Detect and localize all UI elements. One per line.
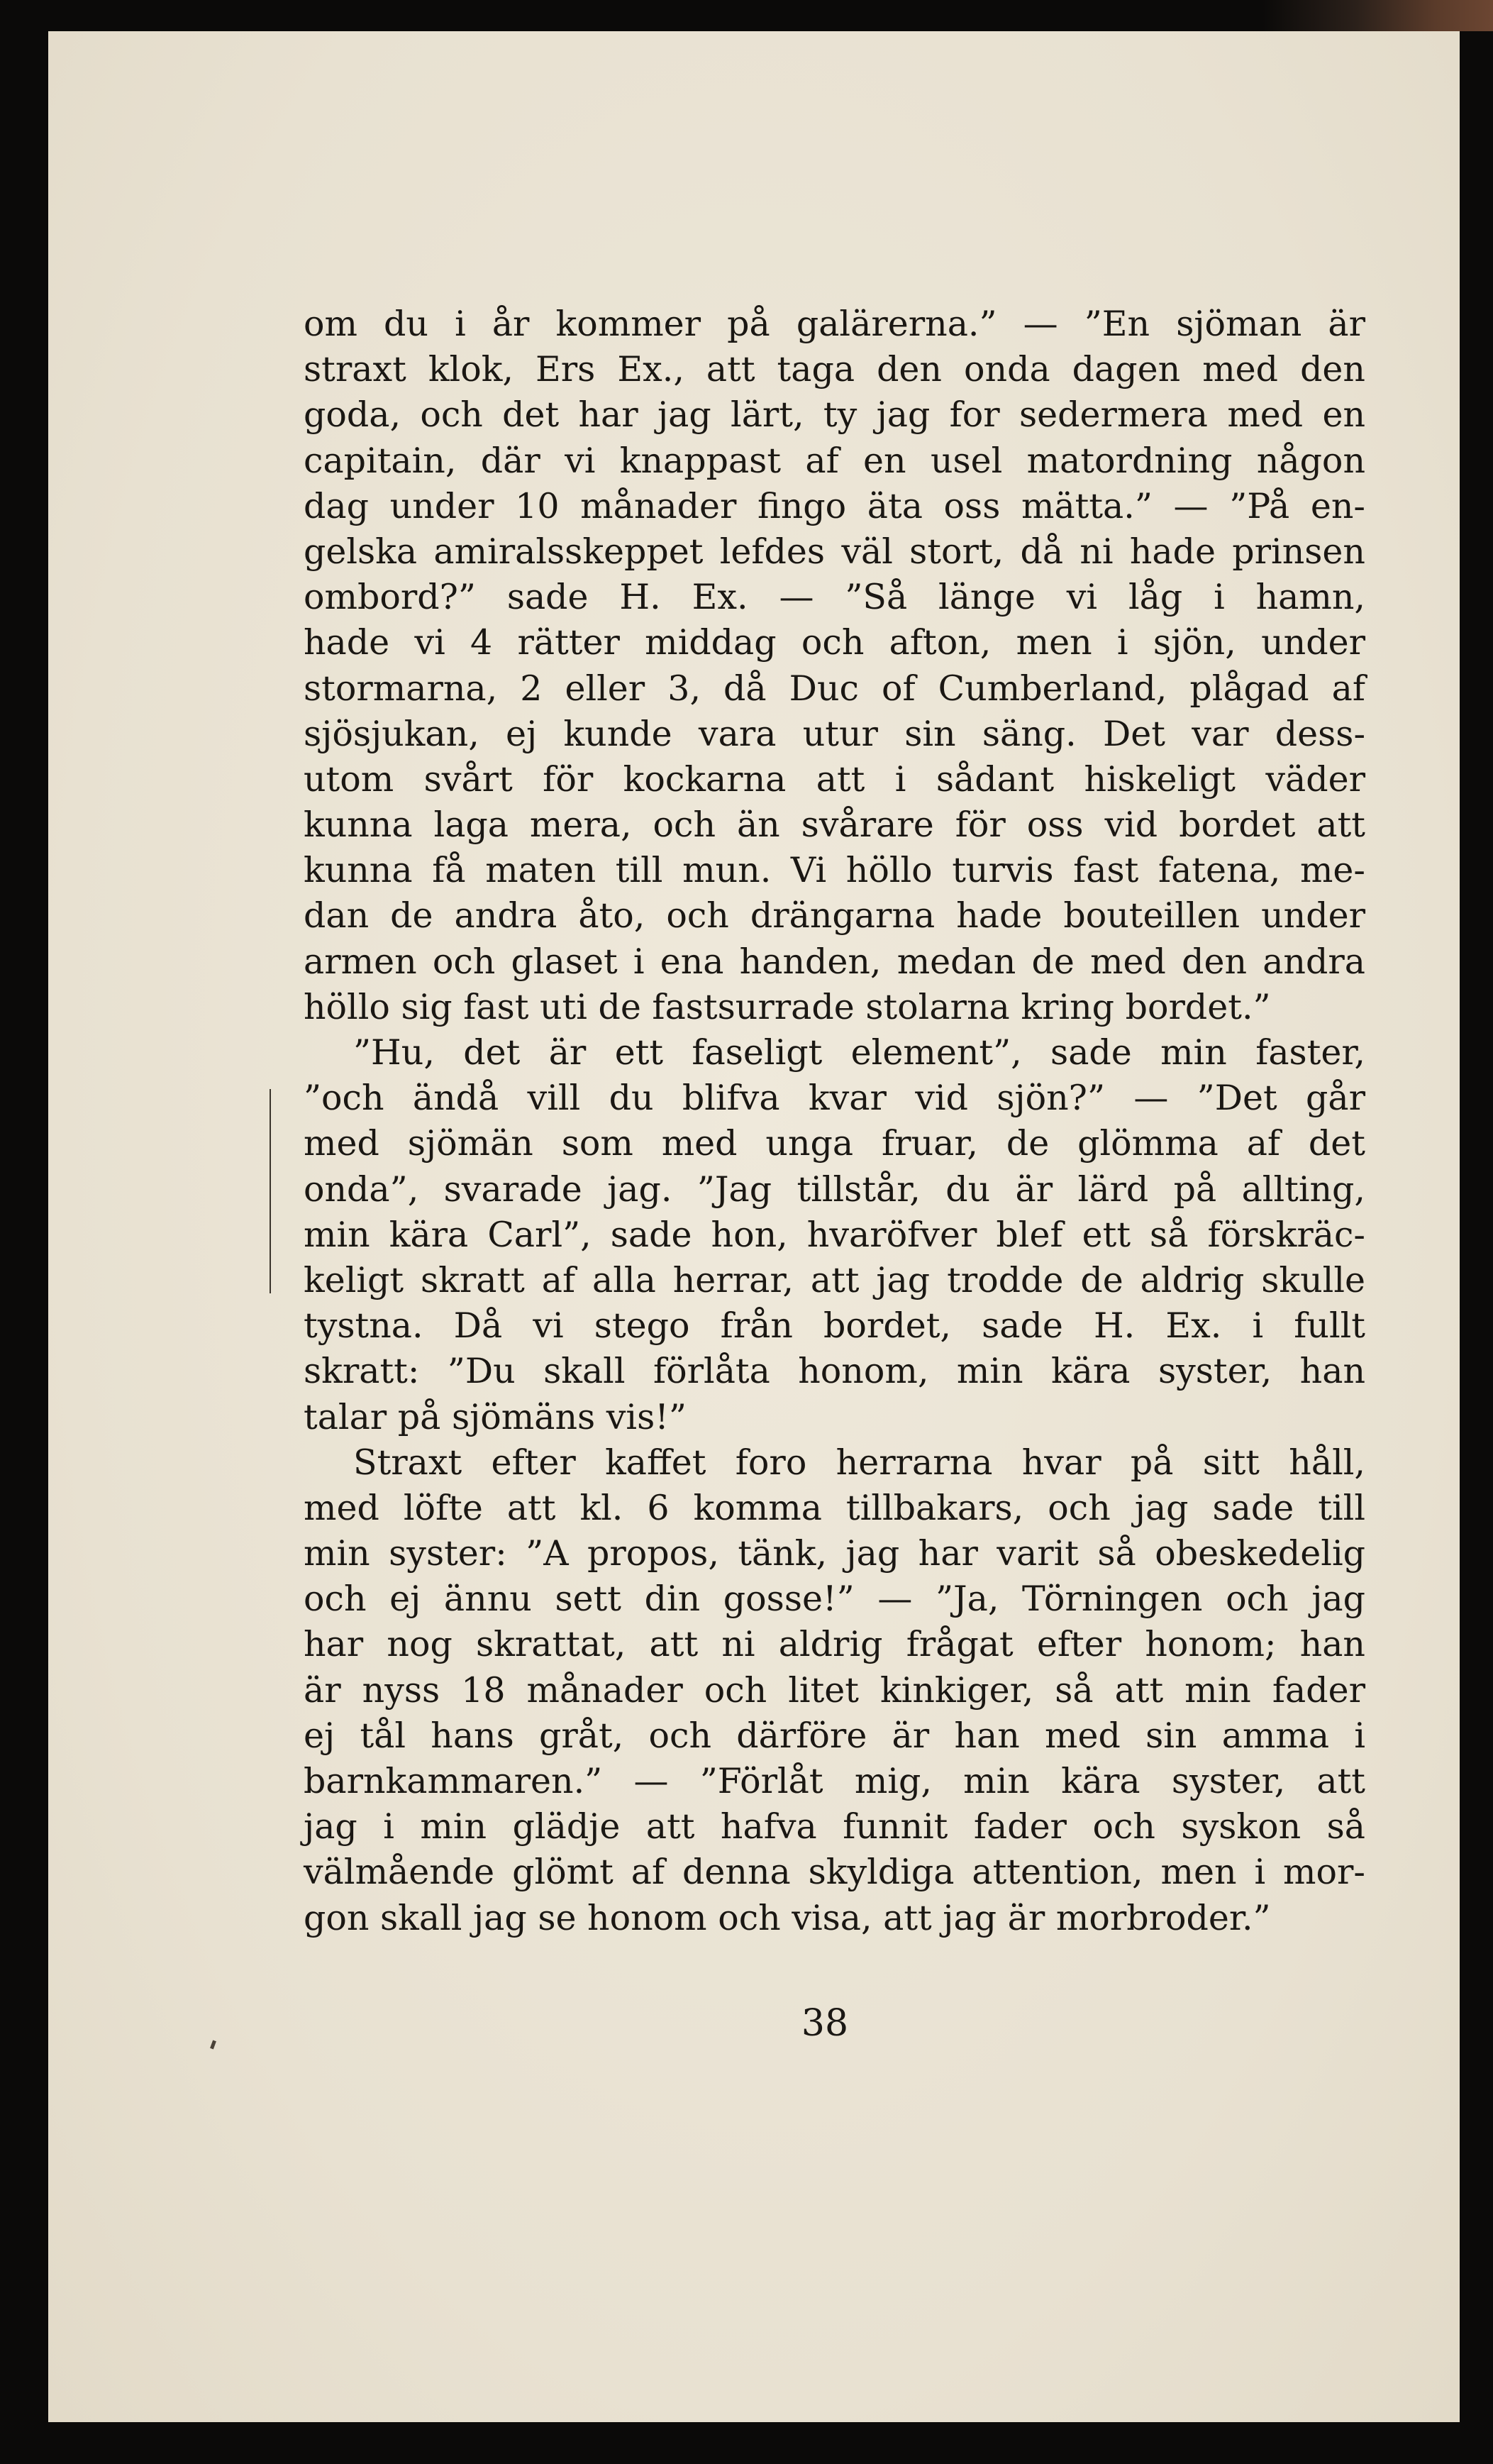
text-line: dag under 10 månader fingo äta oss mätta.” — ”På en- [304,485,1365,526]
text-line: kunna få maten till mun. Vi höllo turvis fast fatena, me- [304,850,1365,891]
text-line: om du i år kommer på galärerna.” — ”En sjöman är [304,304,1365,344]
text-line: stormarna, 2 eller 3, då Duc of Cumberland, plågad af [304,668,1365,709]
text-line: välmående glömt af denna skyldiga attention, men i mor- [304,1852,1365,1893]
text-line: ”och ändå vill du blifva kvar vid sjön?” — ”Det går [304,1078,1365,1119]
text-line: ej tål hans gråt, och därföre är han med sin amma i [304,1715,1365,1756]
text-line: onda”, svarade jag. ”Jag tillstår, du är lärd på allting, [304,1169,1365,1210]
text-line: med sjömän som med unga fruar, de glömma af det [304,1123,1365,1164]
text-line: har nog skrattat, att ni aldrig frågat efter honom; han [304,1624,1365,1665]
margin-pencil-mark [270,1089,271,1293]
text-line: kunna laga mera, och än svårare för oss vid bordet att [304,805,1365,846]
text-line: gon skall jag se honom och visa, att jag är morbroder.” [304,1897,1271,1938]
text-line: med löfte att kl. 6 komma tillbakars, och jag sade till [304,1487,1365,1528]
text-line: gelska amiralsskeppet lefdes väl stort, då ni hade prinsen [304,531,1365,572]
text-line: keligt skratt af alla herrar, att jag trodde de aldrig skulle [304,1259,1365,1300]
text-line: barnkammaren.” — ”Förlåt mig, min kära syster, att [304,1761,1365,1801]
text-line: är nyss 18 månader och litet kinkiger, så att min fader [304,1669,1365,1711]
text-line: tystna. Då vi stego från bordet, sade H. Ex. i fullt [304,1305,1365,1347]
text-line: och ej ännu sett din gosse!” — ”Ja, Törningen och jag [304,1579,1365,1620]
text-line: sjösjukan, ej kunde vara utur sin säng. Det var dess- [304,713,1365,754]
book-spine-edge [1262,0,1493,31]
text-line: armen och glaset i ena handen, medan de med den andra [304,941,1365,982]
text-line: goda, och det har jag lärt, ty jag for sedermera med en [304,394,1365,436]
text-line: dan de andra åto, och drängarna hade bouteillen under [304,895,1365,937]
text-line: höllo sig fast uti de fastsurrade stolarna kring bordet.” [304,986,1271,1027]
text-line: skratt: ”Du skall förlåta honom, min kära syster, han [304,1351,1365,1392]
body-text [304,302,1365,1941]
text-line: talar på sjömäns vis!” [304,1396,687,1437]
text-line: jag i min glädje att hafva funnit fader och syskon så [304,1806,1365,1847]
text-line: ombord?” sade H. Ex. — ”Så länge vi låg i hamn, [304,577,1365,618]
text-line: straxt klok, Ers Ex., att taga den onda dagen med den [304,349,1365,390]
text-line: ”Hu, det är ett faseligt element”, sade min faster, [353,1032,1365,1073]
text-line: min kära Carl”, sade hon, hvaröfver blef ett så förskräc- [304,1214,1365,1255]
page-number: 38 [801,2002,849,2045]
text-line: Straxt efter kaffet foro herrarna hvar på sitt håll, [353,1442,1365,1483]
text-line: min syster: ”A propos, tänk, jag har varit så obeskedelig [304,1533,1365,1574]
text-line: hade vi 4 rätter middag och afton, men i sjön, under [304,622,1365,663]
text-line: utom svårt för kockarna att i sådant hiskeligt väder [304,758,1365,800]
text-line: capitain, där vi knappast af en usel matordning någon [304,440,1365,481]
